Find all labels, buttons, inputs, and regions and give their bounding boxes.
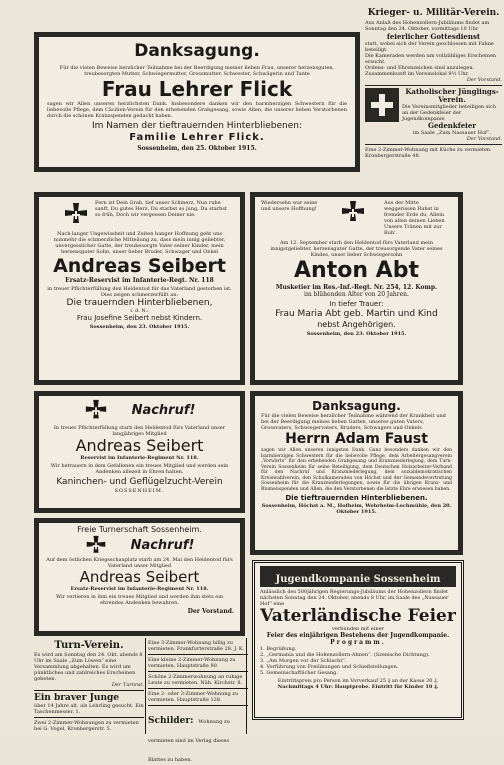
program-item: 5. Gemeinschaftlicher Gesang. <box>260 670 338 676</box>
mourners: Die trauernden Hinterbliebenen, <box>66 298 213 308</box>
notice-text: Nach langer Ungewissheit und Zeiten banger Hoffnung geht uns nunmehr die schmerzliche Mitteilung zu, dass mein innig geliebter, unvergesslicher Gatte, der treubesorgte Vater seiner Kinder, mein herzensguter Sohn, unser lieber Bruder, Schwager und Onkel <box>53 231 226 255</box>
iron-cross-icon <box>63 202 89 228</box>
widow: Frau Josefine Seibert nebst Kindern. <box>76 314 203 322</box>
ad-text: Schöne 2-Zimmerwohnung an ruhige Leute zu vermieten. Näh. Kirchstr. 8. <box>148 674 243 686</box>
verse: Fern ist Dein Grab, tief unser Schmerz, Nun ruhe sanft, Du gutes Herz, Du starbst so jung, Du starbst so früh, Doch wir vergessen Deiner nie. <box>95 200 227 218</box>
notice-seibert-family <box>34 192 245 385</box>
side-text-2: statt, wobei sich der Verein geschlossen mit Fahne beteiligt. <box>365 41 494 53</box>
program-list <box>260 646 456 676</box>
club-text-2: im Saale „Zum Nassauer Hof“. <box>412 130 492 136</box>
notice-flick <box>34 32 360 172</box>
notice-text: Am 12. September starb den Heldentod fürs Vaterland mein innigstgeliebter, herzensguter Gatte, der treusorgende Vater seines Kindes, unser lieber Schwiegersohn <box>270 240 443 258</box>
notice-date: Sossenheim, Höchst a. M., Hofheim, Wehrheim-Lochmühle, den 20. Oktober 1915. <box>261 503 452 515</box>
deceased-name: Herrn Adam Faust <box>285 431 428 447</box>
obituary-title: Nachruf! <box>130 538 195 553</box>
notice-date: Sossenheim, den 25. Oktober 1915. <box>137 145 257 152</box>
event-name: Vaterländische Feier <box>260 606 456 626</box>
club-sign: Der Vorstand. <box>466 136 502 142</box>
notice-title: Danksagung. <box>134 41 260 61</box>
deceased-name: Frau Lehrer Flick <box>101 77 293 101</box>
ad-text: Eine 2- oder 3-Zimmer-Wohnung zu vermieten. Hauptstraße 128. <box>148 691 239 703</box>
club-place: SOSSENHEIM. <box>114 488 165 494</box>
column-rule <box>145 638 146 734</box>
notice-family: Familie Lehrer Flick. <box>129 132 265 143</box>
deceased-name: Andreas Seibert <box>53 255 226 277</box>
verse-right: Aus der Mitte weggerissen Ruhst in fremder Erde du, Allein von allen deinen Lieben Unsere Tränen mit zur Ruh'. <box>384 200 445 236</box>
ad-title: Schilder: <box>148 716 194 726</box>
side-text-4: Ordens- und Ehrenzeichen sind anzulegen. Zusammenkunft im Vereinslokal 9½ Uhr. <box>365 65 475 77</box>
ad-text: Wohnung zu vermieten sind im Verlag dieses Blattes zu haben. <box>148 719 230 763</box>
verse-left: Wiedersehn war seine und unsere Hoffnung! <box>261 200 318 212</box>
ad-text: Eine 3-Zimmer-Wohnung billig zu vermieten. Frankfurterstraße 28. J. K. <box>148 640 245 652</box>
club-title: Katholischer Jünglings-Verein. <box>405 87 499 104</box>
club-name: Kaninchen- und Geflügelzucht-Verein <box>56 477 223 487</box>
event-header <box>260 566 456 587</box>
program-item: 1. Begrüßung. <box>260 646 297 652</box>
ad-turnverein <box>34 640 144 734</box>
program-item: 3. „Am Morgen vor der Schlacht“. <box>260 658 347 664</box>
deceased-name: Andreas Seibert <box>79 568 200 586</box>
side-event: feierlicher Gottesdienst <box>386 32 481 41</box>
rank: Ersatz-Reservist im Infanterie-Regiment Nr. 118. <box>70 586 209 592</box>
notice-sub: Die tieftrauernden Hinterbliebenen. <box>285 494 428 502</box>
club-event: Gedenkfeier <box>428 121 476 130</box>
deceased-name: Andreas Seibert <box>75 436 204 455</box>
notice-text-2: in treuer Pflichterfüllung den Heldentod für das Vaterland gestorben ist. <box>47 286 232 292</box>
ad-text: Zwei 2-Zimmer-Wohnungen zu vermieten bei G. Vogel, Kronbergerstr. 5. <box>34 720 139 732</box>
event-jugendkompanie <box>252 560 464 720</box>
notice-date: Sossenheim, den 23. Oktober 1915. <box>306 331 407 337</box>
notice-text-2: sagen wir Allen unseren herzlichsten Dank. Insbesondere danken wir den barmherzigen Schwestern für die liebevolle Pflege, dem Cäcilien-Verein für den erhebenden Grabgesang, sowie Allen, die unserer lieben Verstorbenen durch die schönen Kranzspenden gedacht haben. <box>47 101 347 119</box>
obituary-rabbit-club <box>34 391 245 513</box>
event-title: Jugendkompanie Sossenheim <box>275 574 441 585</box>
notice-faust <box>250 391 463 555</box>
obituary-sign: Der Vorstand. <box>187 608 234 615</box>
sorrow: In tiefer Trauer: <box>329 300 384 308</box>
club-text: Die Vereinsmitglieder beteiligen sich an der Gedenkfeier der Jugendkompanie <box>402 104 496 122</box>
ad-title: Turn-Verein. <box>54 640 124 651</box>
side-sign: Der Vorstand. <box>466 77 502 83</box>
deceased-name: Anton Abt <box>294 258 419 283</box>
notice-text-2: sagen wir Allen unseren innigsten Dank. Ganz besonders danken wir den barmherzigen Schwestern für die liebevolle Pflege, dem Arbeitergesangverein „Vorwärts“ für den erhebenden Grabgesang und Kranzniederlegung, dem Turn-Verein Sossenheim für seine Beteiligung, dem Deutschen Holzarbeiter-Verband für den Nachruf und Kranzniederlegung, dem sozialdemokratischen Kreiswahlverein, den Schulkameraden von Höchst und der Gemeindevertretung Sossenheim für die Kranzniederlegungen, sowie für die übrigen Kranz- und Blumenspenden und Allen, die den Verstorbenen die letzte Ehre erwiesen haben. <box>261 448 452 492</box>
ad-sign: Der Turnrat. <box>111 682 144 688</box>
ad-column-middle <box>148 640 248 763</box>
side-text: Aus Anlaß des Hohenzollern-Jubiläums findet am Sonntag den 24. Oktober, vormittags 10 Uhr <box>365 20 490 32</box>
ad-text: Es wird am Sonntag den 24. Okt. abends 8 Uhr im Saale „Zum Löwen“ eine Versammlung abgehalten. Es wird um pünktliches und zahlreiches Erscheinen gebeten. <box>34 652 143 682</box>
program-item: 2. „Germania und die Hohenzollern-Ahnen“. (Szenische Dichtung). <box>260 652 430 658</box>
rank: Reservist im Infanterie-Regiment Nr. 118. <box>80 455 199 461</box>
id: i. d. N.: <box>130 308 149 314</box>
side-text-3: Die Kameraden werden um vollzähliges Erscheinen ersucht. <box>365 53 497 65</box>
side-title: Krieger- u. Militär-Verein. <box>367 8 500 18</box>
column-rule <box>246 638 247 734</box>
ad-text: über 14 Jahre alt, als Lehrling gesucht. Ein Taschenmesser. 1. <box>34 703 144 715</box>
club-notice <box>365 85 502 145</box>
program-item: 4. Vorführung von Freiübungen und Schießstellungen. <box>260 664 399 670</box>
obituary-title: Nachruf! <box>131 403 196 418</box>
ad-text: Eine kleine 2-Zimmer-Wohnung zu vermieten. Hauptstraße 80. <box>148 657 236 669</box>
notice-abt <box>250 192 463 385</box>
widow: Frau Maria Abt geb. Martin und Kind <box>275 309 438 319</box>
iron-cross-icon <box>85 535 107 557</box>
club-name: Freie Turnerschaft Sossenheim. <box>77 525 202 534</box>
relatives: nebst Angehörigen. <box>317 320 396 329</box>
event-text: Anlässlich des 500jährigen Regierungs-Jubiläums der Hohenzollern findet nächsten Sonntag den 24. Oktober, abends 8 Uhr, im Saale des „Nassauer Hof“ eine <box>260 589 449 607</box>
event-time: Nachmittags 4 Uhr: Hauptprobe. Eintritt für Kinder 10 ₰. <box>277 684 439 690</box>
sidebar-column <box>363 8 504 188</box>
side-ad: Eine 2-Zimmer-Wohnung mit Küche zu vermieten. Kronbergerstraße 48. <box>365 147 492 159</box>
notice-text: Für die vielen Beweise herzlicher Teilnahme bei der Beerdigung meiner lieben Frau, unserer herzensguten, treubesorgten Mutter, Schwiegermutter, Grossmutter, Schwester, Schwägerin und Tante <box>59 65 335 77</box>
obituary-text-2: Wir betrauern in dem Gefallenen ein treues Mitglied und werden sein Andenken allezeit in Ehren halten. <box>50 463 229 475</box>
cross-emblem-icon <box>365 88 399 122</box>
obituary-text: In treuer Pflichterfüllung starb den Heldentod fürs Vaterland unser langjähriges Mitglied <box>53 425 226 437</box>
event-entry: Eintrittspreis pro Person im Vorverkauf 25 ₰ an der Kasse 30 ₰. <box>277 678 439 684</box>
event-sub-2: Feier des einjährigen Bestehens der Jugendkompanie. <box>266 632 450 639</box>
notice-title: Danksagung. <box>312 399 401 413</box>
ad-title: Ein braver Junge <box>34 693 120 703</box>
notice-date: Sossenheim, den 23. Oktober 1915. <box>89 324 190 330</box>
obituary-text: Auf dem östlichen Kriegsschauplatz starb am 24. Mai den Heldentod fürs Vaterland unser Mitglied <box>46 557 233 569</box>
program-title: Programm. <box>330 639 386 646</box>
iron-cross-icon <box>340 200 366 226</box>
rank: Musketier im Res.-Inf.-Regt. Nr. 254, 12. Komp. <box>275 284 438 291</box>
obituary-text-2: Wir verlieren in ihm ein treues Mitglied und werden ihm stets ein ehrendes Andenken bewahren. <box>55 594 224 606</box>
iron-cross-icon <box>84 399 108 423</box>
rank: Ersatz-Reservist im Infanterie-Regt. Nr. 118 <box>65 277 214 284</box>
obituary-turnerschaft <box>34 518 245 636</box>
notice-text-3: Dies zeigen schmerzerfüllt an: <box>100 292 179 298</box>
notice-sub: Im Namen der tieftrauernden Hinterbliebenen: <box>91 121 303 131</box>
age: im blühenden Alter von 20 Jahren. <box>304 291 409 298</box>
event-sub: verbunden mit einer <box>332 626 384 632</box>
notice-text: Für die vielen Beweise herzlicher Teilnahme während der Krankheit und bei der Beerdigung meines lieben Gatten, unseres guten Vaters, Grossvaters, Schwiegervaters, Bruders, Schwagers und Onkels <box>261 413 446 431</box>
